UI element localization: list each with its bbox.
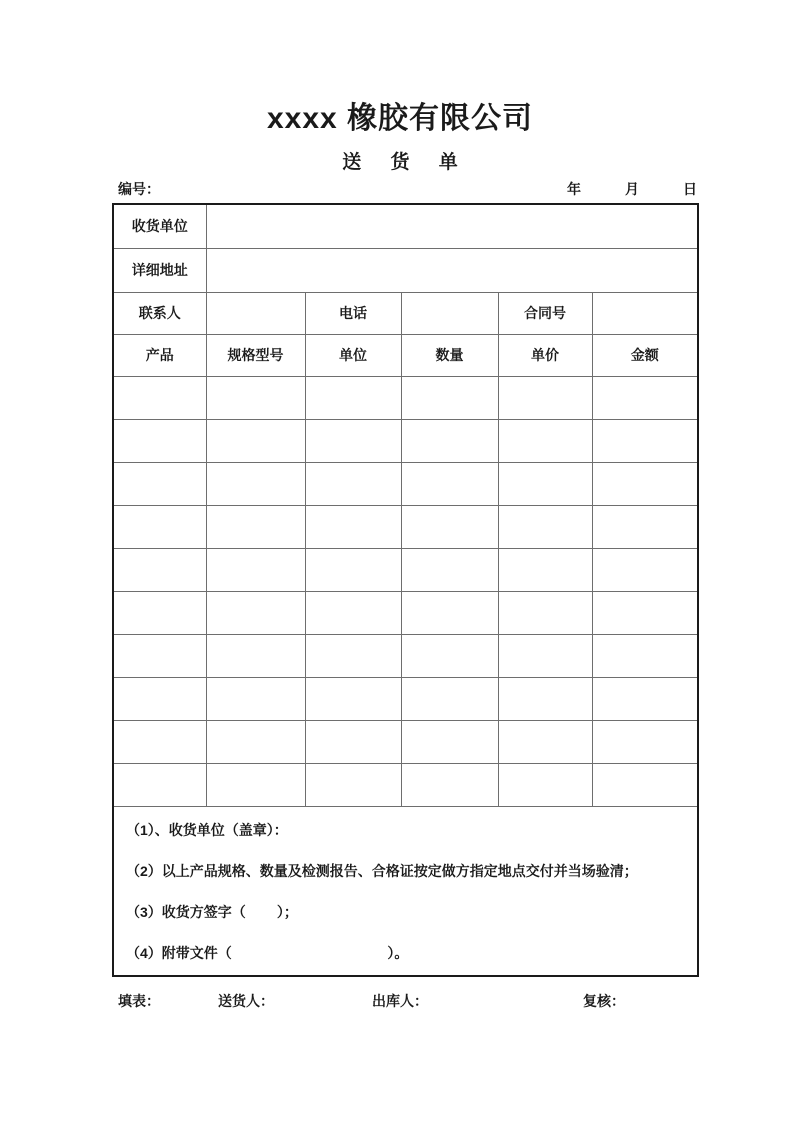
year-label: 年 — [567, 181, 581, 197]
cell-quantity[interactable] — [401, 462, 498, 505]
note-item-4: （4）附带文件（ ）。 — [126, 944, 409, 961]
cell-product[interactable] — [113, 376, 206, 419]
address-value-cell[interactable] — [206, 248, 698, 292]
table-row — [113, 419, 698, 462]
note-item-1: （1）、收货单位（盖章）： — [126, 821, 288, 838]
cell-quantity[interactable] — [401, 763, 498, 806]
cell-product[interactable] — [113, 505, 206, 548]
day-label: 日 — [683, 181, 697, 197]
footer-delivered-by-label: 送货人： — [218, 993, 274, 1009]
cell-unit[interactable] — [305, 634, 401, 677]
footer-signature-row — [112, 991, 697, 1013]
cell-unit-price[interactable] — [498, 376, 592, 419]
table-row — [113, 462, 698, 505]
table-row — [113, 634, 698, 677]
cell-unit[interactable] — [305, 505, 401, 548]
phone-value-cell[interactable] — [401, 292, 498, 334]
cell-quantity[interactable] — [401, 720, 498, 763]
address-label-cell: 详细地址 — [113, 248, 206, 292]
date-fields — [567, 179, 697, 199]
cell-spec[interactable] — [206, 763, 305, 806]
cell-product[interactable] — [113, 462, 206, 505]
contact-value-cell[interactable] — [206, 292, 305, 334]
cell-quantity[interactable] — [401, 677, 498, 720]
table-row-contact — [113, 292, 698, 334]
cell-amount[interactable] — [592, 505, 698, 548]
cell-product[interactable] — [113, 548, 206, 591]
column-header-amount: 金额 — [592, 334, 698, 376]
cell-unit-price[interactable] — [498, 462, 592, 505]
cell-unit-price[interactable] — [498, 677, 592, 720]
document-subtitle: 送 货 单 — [342, 152, 470, 173]
note-item-2: （2）以上产品规格、数量及检测报告、合格证按定做方指定地点交付并当场验清； — [126, 862, 638, 879]
cell-spec[interactable] — [206, 462, 305, 505]
cell-amount[interactable] — [592, 763, 698, 806]
month-label: 月 — [625, 181, 639, 197]
cell-unit-price[interactable] — [498, 720, 592, 763]
cell-spec[interactable] — [206, 548, 305, 591]
meta-row — [112, 179, 697, 201]
cell-quantity[interactable] — [401, 634, 498, 677]
cell-quantity[interactable] — [401, 548, 498, 591]
footer-reviewed-by-label: 复核： — [583, 993, 625, 1009]
cell-unit[interactable] — [305, 677, 401, 720]
cell-spec[interactable] — [206, 505, 305, 548]
cell-spec[interactable] — [206, 591, 305, 634]
cell-product[interactable] — [113, 634, 206, 677]
table-row — [113, 376, 698, 419]
company-title: xxxx 橡胶有限公司 — [266, 102, 534, 135]
table-row — [113, 548, 698, 591]
footer-prepared-by-label: 填表： — [118, 993, 160, 1009]
cell-amount[interactable] — [592, 548, 698, 591]
table-column-header-row — [113, 334, 698, 376]
cell-spec[interactable] — [206, 677, 305, 720]
cell-unit[interactable] — [305, 419, 401, 462]
cell-spec[interactable] — [206, 376, 305, 419]
cell-unit-price[interactable] — [498, 548, 592, 591]
contact-label-cell: 联系人 — [113, 292, 206, 334]
phone-label-cell: 电话 — [305, 292, 401, 334]
cell-spec[interactable] — [206, 634, 305, 677]
cell-unit-price[interactable] — [498, 763, 592, 806]
notes-cell — [113, 806, 698, 976]
cell-unit[interactable] — [305, 591, 401, 634]
receiver-value-cell[interactable] — [206, 204, 698, 248]
cell-unit[interactable] — [305, 376, 401, 419]
table-row — [113, 505, 698, 548]
cell-spec[interactable] — [206, 419, 305, 462]
column-header-unit: 单位 — [305, 334, 401, 376]
cell-amount[interactable] — [592, 634, 698, 677]
table-row-address — [113, 248, 698, 292]
cell-amount[interactable] — [592, 720, 698, 763]
cell-product[interactable] — [113, 720, 206, 763]
cell-quantity[interactable] — [401, 505, 498, 548]
cell-unit-price[interactable] — [498, 634, 592, 677]
column-header-unit-price: 单价 — [498, 334, 592, 376]
contract-value-cell[interactable] — [592, 292, 698, 334]
table-row-receiver — [113, 204, 698, 248]
column-header-product: 产品 — [113, 334, 206, 376]
cell-amount[interactable] — [592, 376, 698, 419]
cell-amount[interactable] — [592, 591, 698, 634]
column-header-spec: 规格型号 — [206, 334, 305, 376]
cell-unit[interactable] — [305, 720, 401, 763]
receiver-label-cell: 收货单位 — [113, 204, 206, 248]
cell-quantity[interactable] — [401, 376, 498, 419]
table-row-notes — [113, 806, 698, 976]
cell-product[interactable] — [113, 677, 206, 720]
cell-unit[interactable] — [305, 763, 401, 806]
table-row — [113, 720, 698, 763]
cell-amount[interactable] — [592, 677, 698, 720]
table-row — [113, 763, 698, 806]
cell-quantity[interactable] — [401, 591, 498, 634]
cell-amount[interactable] — [592, 419, 698, 462]
cell-product[interactable] — [113, 763, 206, 806]
note-item-3: （3）收货方签字（ ）； — [126, 903, 298, 920]
cell-unit-price[interactable] — [498, 505, 592, 548]
column-header-quantity: 数量 — [401, 334, 498, 376]
cell-product[interactable] — [113, 591, 206, 634]
cell-quantity[interactable] — [401, 419, 498, 462]
cell-unit[interactable] — [305, 548, 401, 591]
cell-product[interactable] — [113, 419, 206, 462]
cell-unit-price[interactable] — [498, 591, 592, 634]
cell-unit-price[interactable] — [498, 419, 592, 462]
notes-box — [114, 807, 697, 975]
table-row — [113, 677, 698, 720]
cell-spec[interactable] — [206, 720, 305, 763]
footer-warehouse-by-label: 出库人： — [372, 993, 428, 1009]
cell-amount[interactable] — [592, 462, 698, 505]
table-row — [113, 591, 698, 634]
serial-number-label: 编号： — [118, 181, 160, 197]
cell-unit[interactable] — [305, 462, 401, 505]
contract-label-cell: 合同号 — [498, 292, 592, 334]
delivery-note-table — [112, 203, 699, 977]
